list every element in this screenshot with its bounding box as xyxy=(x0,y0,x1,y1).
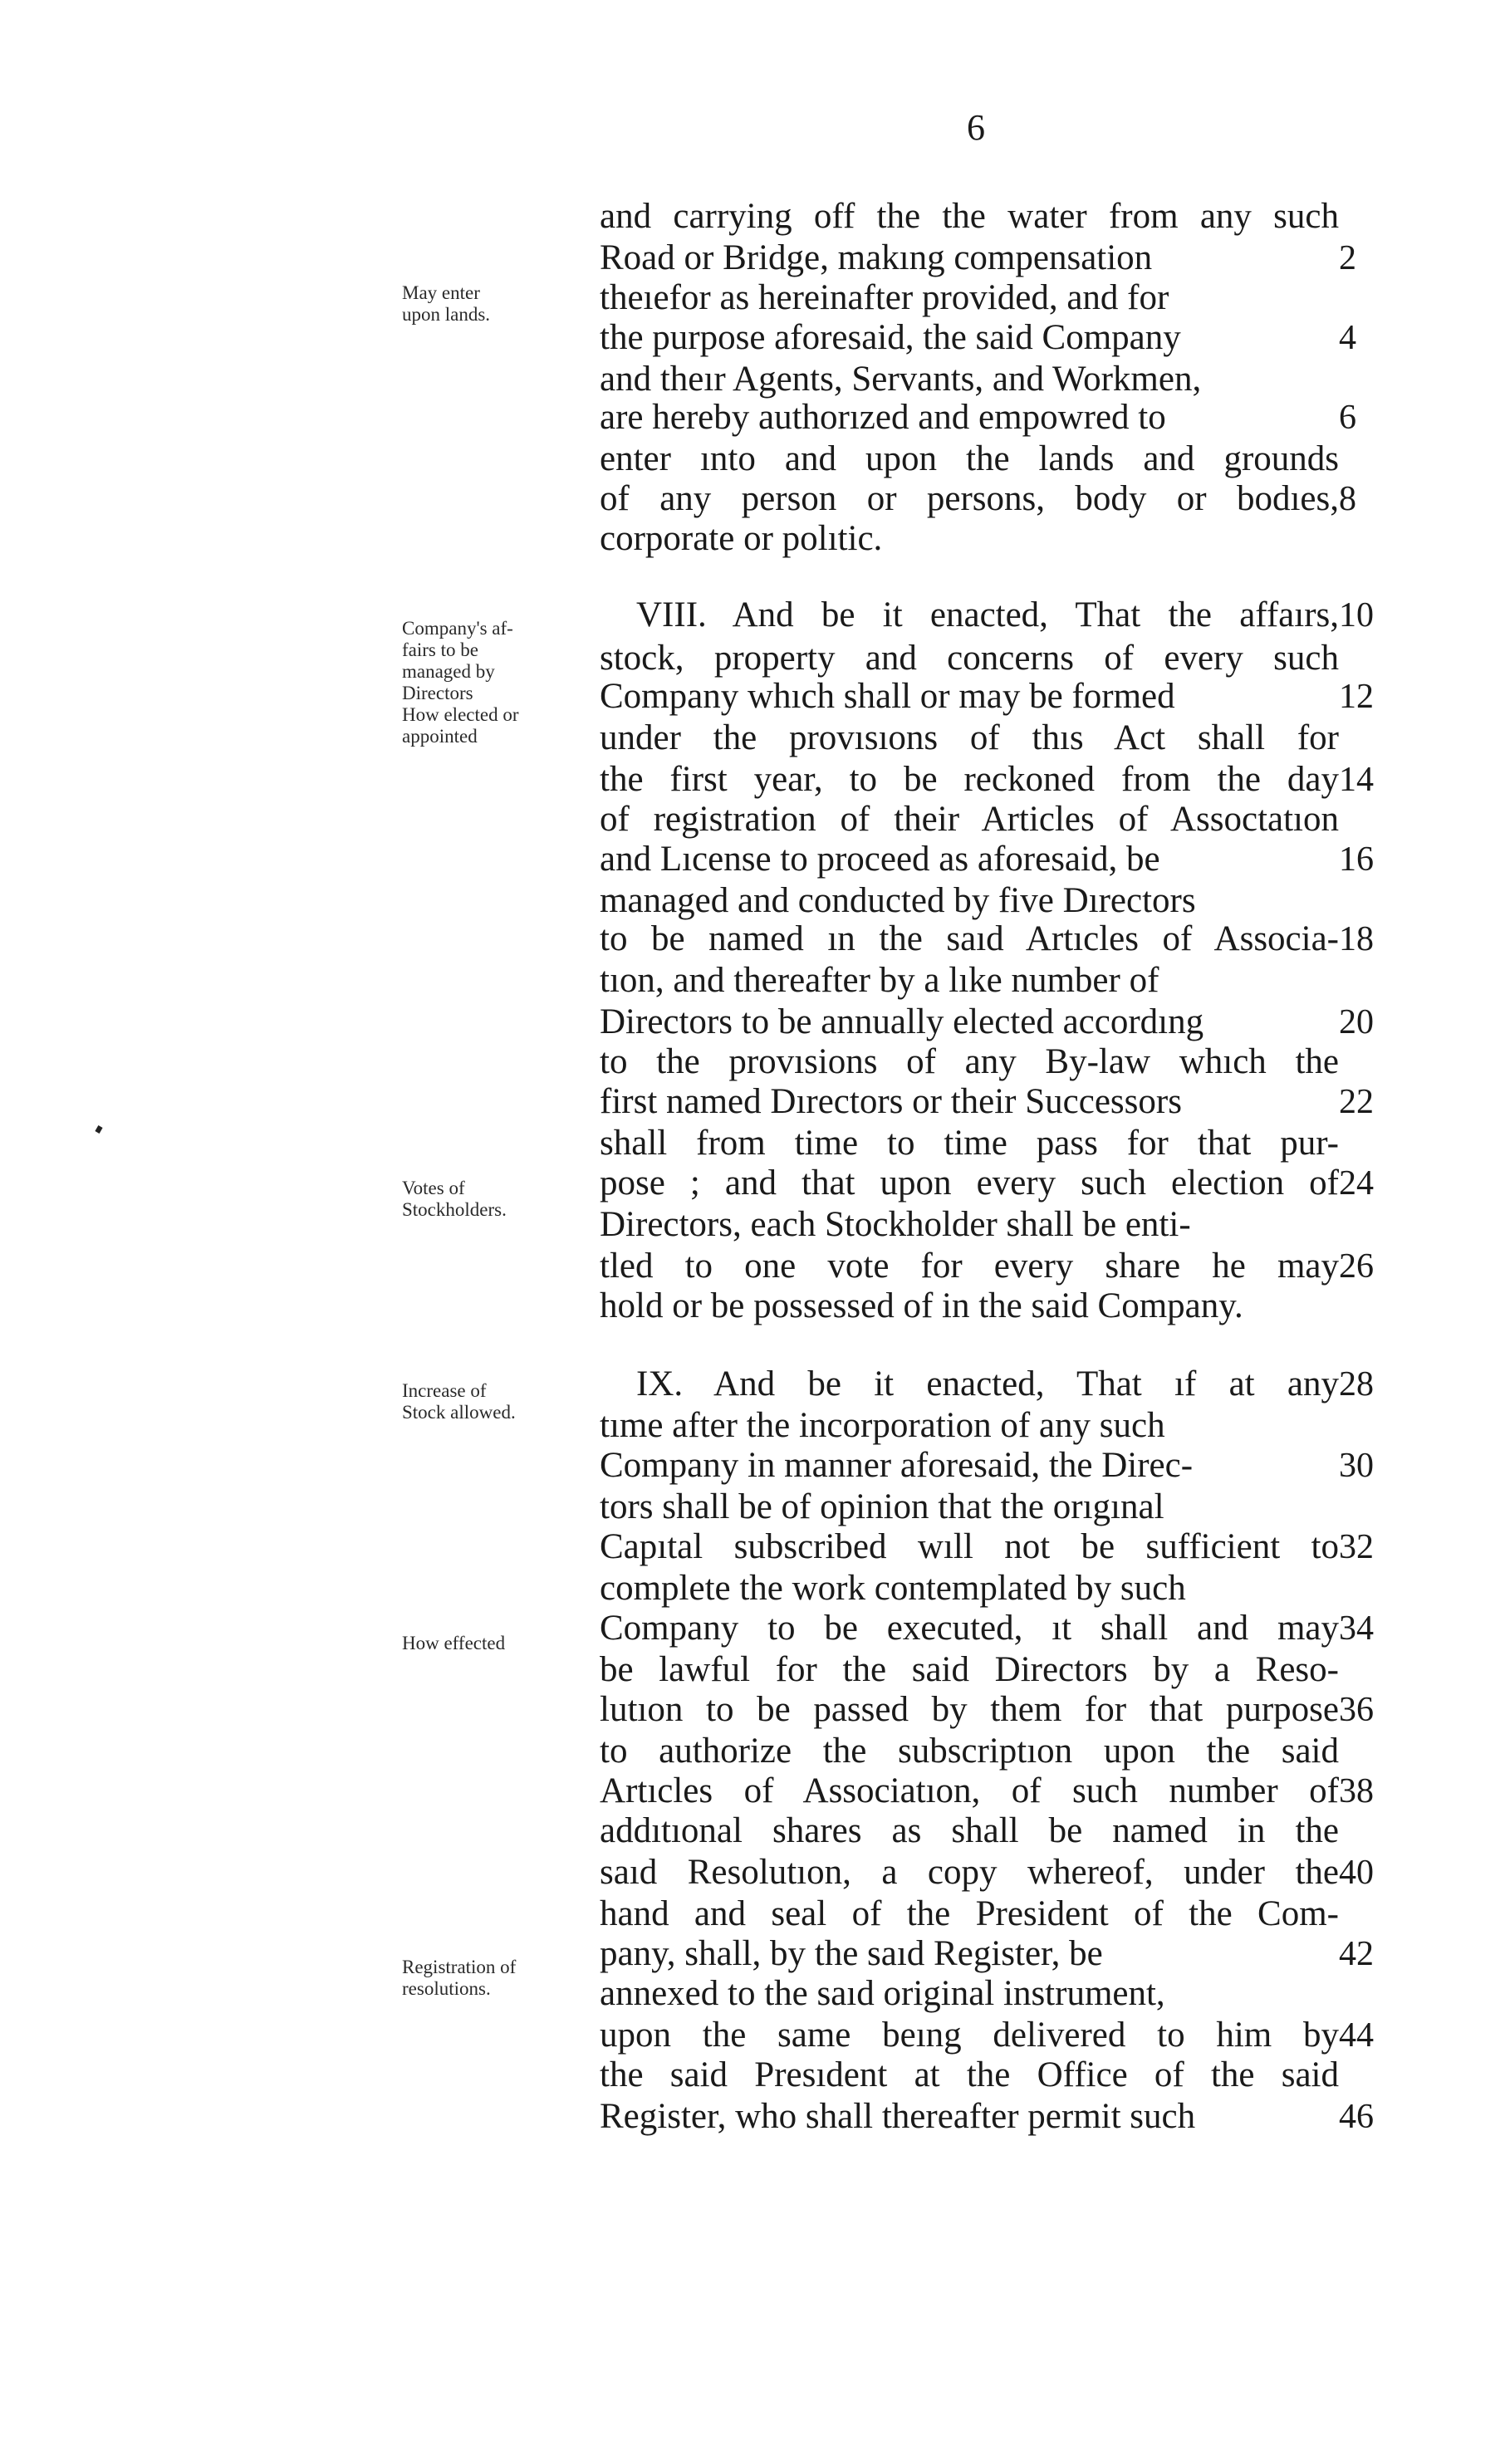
line-number: 12 xyxy=(1339,678,1374,716)
text-line: be lawful for the said Directors by a Reso- xyxy=(600,1650,1339,1689)
margin-note-line: Directors xyxy=(402,683,473,703)
page-number: 6 xyxy=(967,107,985,148)
line-number: 2 xyxy=(1339,239,1356,277)
margin-note-line: fairs to be xyxy=(402,639,478,660)
text-line: hand and seal of the President of the Com- xyxy=(600,1894,1339,1933)
text-line: tors shall be of opinion that the orıgınal xyxy=(600,1487,1164,1526)
line-number: 42 xyxy=(1339,1935,1374,1973)
line-number: 30 xyxy=(1339,1447,1374,1485)
text-line: Capıtal subscribed wıll not be sufficient to xyxy=(600,1527,1339,1566)
line-number: 16 xyxy=(1339,840,1374,879)
text-line: theıefor as hereinafter provided, and for xyxy=(600,278,1169,317)
line-number: 34 xyxy=(1339,1609,1374,1648)
text-line: to authorize the subscriptıon upon the said xyxy=(600,1732,1339,1771)
margin-note-line: Stockholders. xyxy=(402,1199,507,1220)
margin-note-line: How effected xyxy=(402,1633,506,1653)
text-line: the purpose aforesaid, the said Company xyxy=(600,318,1181,357)
margin-note xyxy=(402,1380,601,1423)
margin-note xyxy=(402,1633,601,1654)
line-number: 46 xyxy=(1339,2098,1374,2136)
margin-note-line: Stock allowed. xyxy=(402,1402,516,1423)
text-line: Directors, each Stockholder shall be enti- xyxy=(600,1205,1191,1244)
text-line: complete the work contemplated by such xyxy=(600,1569,1186,1608)
text-line: hold or be possessed of in the said Company. xyxy=(600,1286,1243,1325)
text-line: saıd Resolutıon, a copy whereof, under the xyxy=(600,1853,1339,1892)
text-line: managed and conducted by five Dırectors xyxy=(600,881,1196,920)
text-line: are hereby authorızed and empowred to xyxy=(600,398,1166,437)
text-line: of any person or persons, body or bodıes, xyxy=(600,479,1339,518)
margin-note-line: May enter xyxy=(402,282,480,303)
text-line: Register, who shall thereafter permit such xyxy=(600,2097,1196,2136)
line-number: 36 xyxy=(1339,1691,1374,1729)
margin-note xyxy=(402,282,601,326)
text-line: to be named ın the saıd Artıcles of Associa- xyxy=(600,919,1339,958)
text-line: addıtıonal shares as shall be named in the xyxy=(600,1811,1339,1850)
margin-note-line: managed by xyxy=(402,661,495,682)
margin-note xyxy=(402,618,601,747)
line-number: 26 xyxy=(1339,1247,1374,1286)
text-line: Company to be executed, ıt shall and may xyxy=(600,1609,1339,1648)
text-line: tıon, and thereafter by a lıke number of xyxy=(600,961,1159,1000)
text-line: upon the same beıng delivered to him by xyxy=(600,2016,1339,2055)
line-number: 44 xyxy=(1339,2016,1374,2055)
text-line: of registration of their Articles of Assoctatıon xyxy=(600,800,1339,839)
line-number: 24 xyxy=(1339,1164,1374,1203)
text-line: Artıcles of Associatıon, of such number of xyxy=(600,1771,1339,1810)
line-number: 18 xyxy=(1339,920,1374,958)
text-line: and carrying off the the water from any such xyxy=(600,197,1339,236)
margin-note-line: upon lands. xyxy=(402,304,491,325)
line-number: 6 xyxy=(1339,399,1356,437)
line-number: 14 xyxy=(1339,761,1374,799)
line-number: 40 xyxy=(1339,1854,1374,1892)
text-line: corporate or polıtic. xyxy=(600,519,883,558)
margin-note-line: Registration of xyxy=(402,1957,517,1977)
text-line: annexed to the saıd original instrument, xyxy=(600,1974,1165,2013)
margin-note-line: appointed xyxy=(402,726,478,747)
text-line: tled to one vote for every share he may xyxy=(600,1247,1339,1286)
line-number: 28 xyxy=(1339,1365,1374,1403)
text-line: under the provısıons of thıs Act shall for xyxy=(600,718,1339,757)
text-line: enter ınto and upon the lands and grounds xyxy=(600,439,1339,478)
margin-note-line: Increase of xyxy=(402,1380,487,1401)
margin-note xyxy=(402,1957,601,2000)
margin-note-line: How elected or xyxy=(402,704,519,725)
text-line: pany, shall, by the saıd Register, be xyxy=(600,1934,1103,1973)
text-line: to the provısions of any By-law whıch the xyxy=(600,1042,1339,1081)
line-number: 32 xyxy=(1339,1528,1374,1566)
text-line: Company in manner aforesaid, the Direc- xyxy=(600,1446,1194,1485)
line-number: 8 xyxy=(1339,480,1356,518)
margin-note xyxy=(402,1178,601,1221)
margin-note-line: Votes of xyxy=(402,1178,465,1198)
text-line: shall from time to time pass for that pur- xyxy=(600,1124,1339,1163)
text-line: lutıon to be passed by them for that purpose xyxy=(600,1690,1339,1729)
text-line: and theır Agents, Servants, and Workmen, xyxy=(600,360,1202,399)
text-line: Directors to be annually elected accordıng xyxy=(600,1002,1204,1041)
ink-speck xyxy=(95,1125,102,1134)
text-line: pose ; and that upon every such election of xyxy=(600,1163,1339,1203)
margin-note-line: resolutions. xyxy=(402,1978,491,1999)
text-line: Road or Bridge, makıng compensation xyxy=(600,238,1153,277)
margin-note-line: Company's af- xyxy=(402,618,513,639)
line-number: 20 xyxy=(1339,1003,1374,1041)
text-line: Company whıch shall or may be formed xyxy=(600,677,1175,716)
text-line: tıme after the incorporation of any such xyxy=(600,1406,1165,1445)
text-line: and Lıcense to proceed as aforesaid, be xyxy=(600,840,1160,879)
text-line: VIII. And be it enacted, That the affaırs, xyxy=(636,595,1339,634)
line-number: 22 xyxy=(1339,1083,1374,1121)
text-line: the said Presıdent at the Office of the said xyxy=(600,2055,1339,2094)
text-line: the first year, to be reckoned from the day xyxy=(600,760,1339,799)
line-number: 4 xyxy=(1339,319,1356,357)
text-line: stock, property and concerns of every such xyxy=(600,639,1339,678)
line-number: 38 xyxy=(1339,1772,1374,1810)
text-line: IX. And be it enacted, That ıf at any xyxy=(636,1364,1339,1403)
line-number: 10 xyxy=(1339,596,1374,634)
text-line: first named Dırectors or their Successors xyxy=(600,1082,1182,1121)
